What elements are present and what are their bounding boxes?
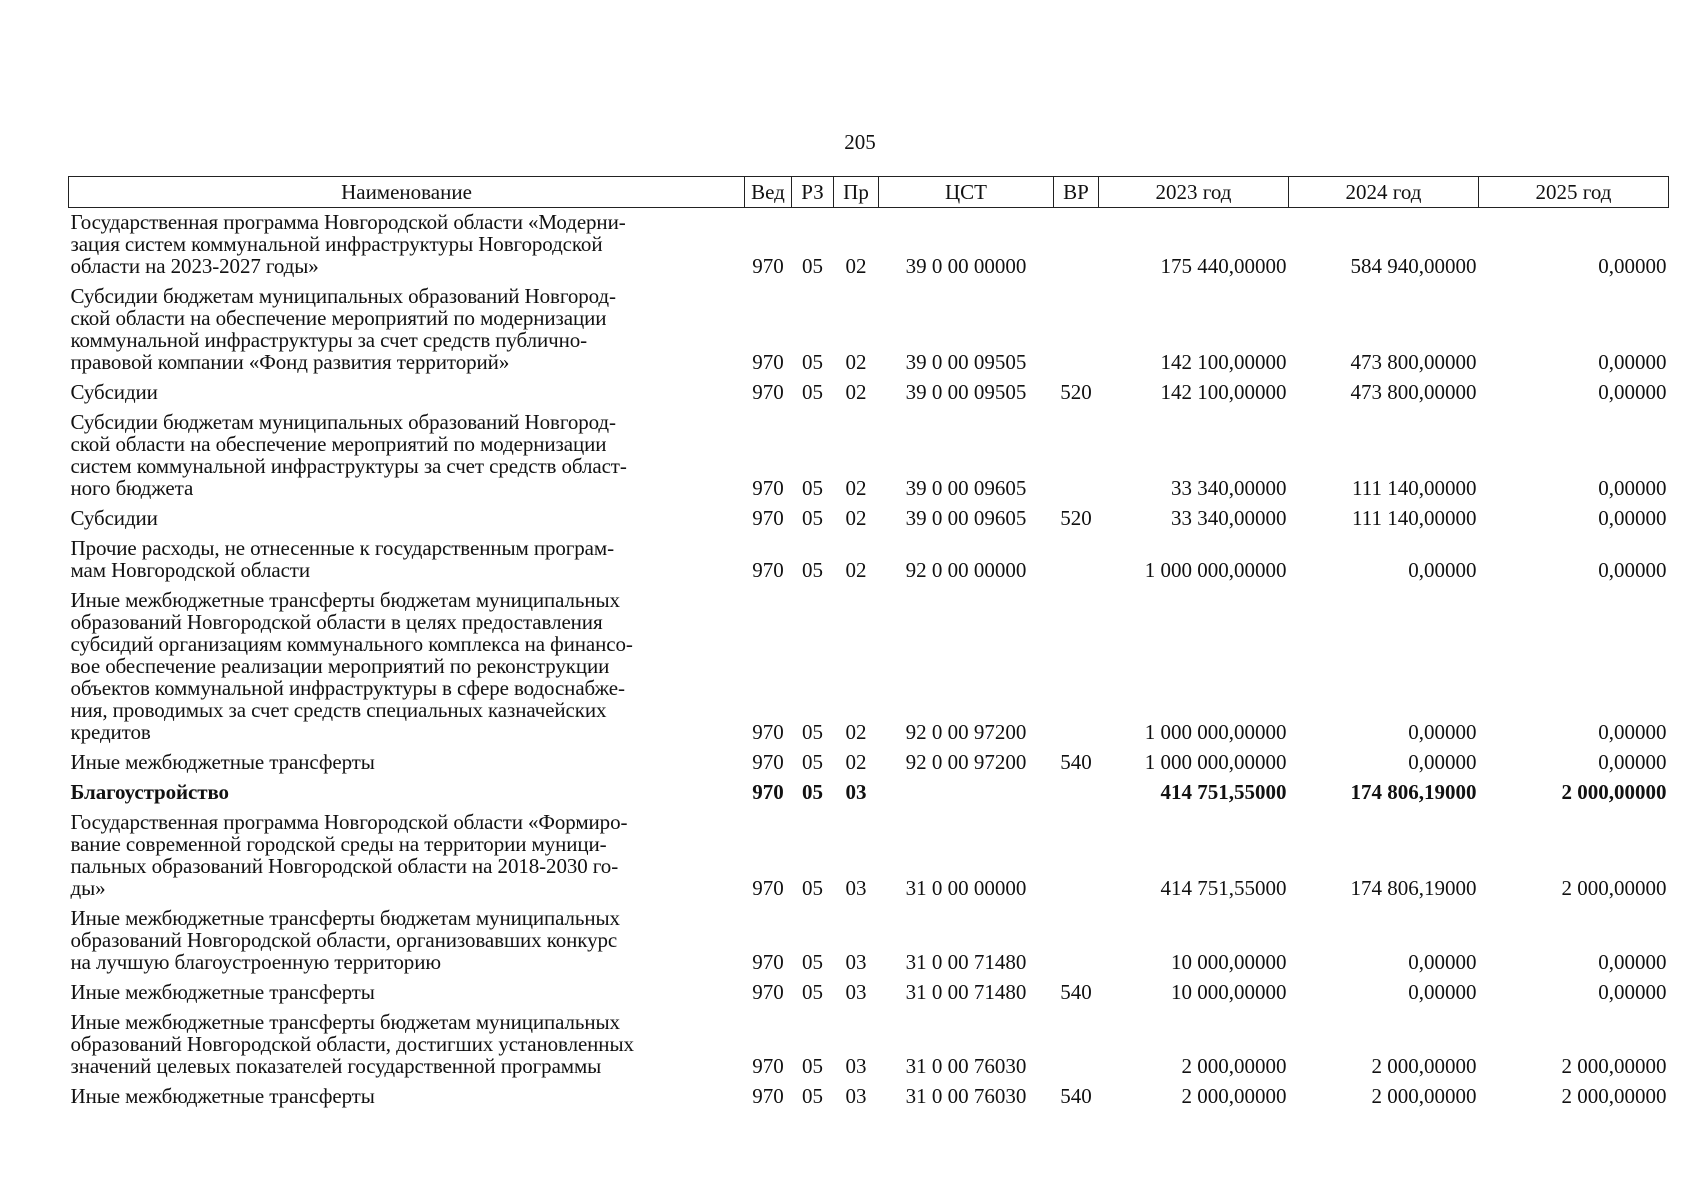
row-ved: 970 [752, 1084, 784, 1108]
header-2025: 2025 год [1479, 177, 1669, 208]
row-ved: 970 [752, 558, 784, 582]
row-name-line: мам Новгородской области [70, 558, 311, 582]
row-ved: 970 [752, 950, 784, 974]
row-2025: 0,00000 [1598, 950, 1667, 974]
row-2023: 2 000,00000 [1181, 1054, 1287, 1078]
row-ved: 970 [752, 476, 784, 500]
header-pr: Пр [834, 177, 879, 208]
row-name [69, 504, 745, 534]
table-row [69, 282, 1669, 378]
header-2024: 2024 год [1289, 177, 1479, 208]
row-2025: 0,00000 [1598, 380, 1667, 404]
row-2023: 10 000,00000 [1171, 980, 1287, 1004]
row-name-line: Прочие расходы, не отнесенные к государственным програм- [70, 536, 614, 560]
row-vr: 540 [1060, 980, 1092, 1004]
row-name [69, 978, 745, 1008]
row-pr: 02 [845, 476, 867, 500]
row-2024: 473 800,00000 [1350, 350, 1477, 374]
table-body [69, 208, 1669, 1113]
row-pr: 03 [845, 1054, 867, 1078]
row-name [69, 1008, 745, 1082]
row-name-line: кредитов [70, 720, 151, 744]
row-name-line: ской области на обеспечение мероприятий по модернизации [70, 306, 607, 330]
row-name-line: образований Новгородской области в целях предоставления [70, 610, 603, 634]
row-name [69, 282, 745, 378]
row-cst: 39 0 00 09505 [905, 350, 1027, 374]
row-name [69, 408, 745, 504]
row-2025: 0,00000 [1598, 750, 1667, 774]
table-row [69, 778, 1669, 808]
row-vr [1054, 586, 1099, 748]
row-2025: 2 000,00000 [1561, 876, 1667, 900]
table-row [69, 586, 1669, 748]
row-vr [1054, 1008, 1099, 1082]
header-vr: ВР [1054, 177, 1099, 208]
row-cst: 92 0 00 00000 [905, 558, 1027, 582]
row-2023: 1 000 000,00000 [1144, 720, 1287, 744]
row-2025: 2 000,00000 [1561, 1054, 1667, 1078]
row-rz: 05 [802, 1054, 823, 1078]
row-pr: 02 [845, 350, 867, 374]
row-name-line: ния, проводимых за счет средств специальных казначейских [70, 698, 607, 722]
row-name-line: систем коммунальной инфраструктуры за счет средств област- [70, 454, 627, 478]
row-vr: 520 [1060, 506, 1092, 530]
table-row [69, 748, 1669, 778]
row-2024: 0,00000 [1408, 750, 1477, 774]
row-2023: 33 340,00000 [1171, 506, 1287, 530]
header-ved: Вед [745, 177, 792, 208]
row-rz: 05 [802, 950, 823, 974]
row-pr: 03 [845, 1084, 867, 1108]
row-pr: 02 [845, 380, 867, 404]
row-name [69, 586, 745, 748]
table-row [69, 534, 1669, 586]
table-row [69, 504, 1669, 534]
row-2025: 0,00000 [1598, 476, 1667, 500]
row-2024: 0,00000 [1408, 950, 1477, 974]
row-pr: 03 [845, 780, 867, 804]
row-vr: 540 [1060, 750, 1092, 774]
row-ved: 970 [752, 350, 784, 374]
row-2024: 0,00000 [1408, 558, 1477, 582]
row-2025: 0,00000 [1598, 350, 1667, 374]
row-vr [1054, 408, 1099, 504]
row-rz: 05 [802, 380, 823, 404]
row-ved: 970 [752, 254, 784, 278]
table-row [69, 904, 1669, 978]
row-name-line: правовой компании «Фонд развития территорий» [70, 350, 510, 374]
row-2025: 2 000,00000 [1561, 780, 1667, 804]
row-cst: 39 0 00 09505 [905, 380, 1027, 404]
row-pr: 02 [845, 506, 867, 530]
row-2023: 142 100,00000 [1160, 350, 1287, 374]
row-cst: 31 0 00 71480 [905, 980, 1027, 1004]
row-rz: 05 [802, 476, 823, 500]
row-pr: 02 [845, 750, 867, 774]
row-name-line: объектов коммунальной инфраструктуры в сфере водоснабже- [70, 676, 625, 700]
row-name-line: коммунальной инфраструктуры за счет средств публично- [70, 328, 588, 352]
row-cst: 31 0 00 76030 [905, 1084, 1027, 1108]
row-name-line: на лучшую благоустроенную территорию [70, 950, 441, 974]
row-name-line: Иные межбюджетные трансферты [70, 1084, 375, 1108]
row-name-line: Иные межбюджетные трансферты [70, 750, 375, 774]
row-pr: 02 [845, 254, 867, 278]
row-name-line: Государственная программа Новгородской области «Формиро- [70, 810, 628, 834]
row-2024: 0,00000 [1408, 720, 1477, 744]
header-row [69, 177, 1669, 208]
row-name-line: ды» [70, 876, 106, 900]
row-name [69, 534, 745, 586]
row-2023: 142 100,00000 [1160, 380, 1287, 404]
row-rz: 05 [802, 720, 823, 744]
row-ved: 970 [752, 876, 784, 900]
row-rz: 05 [802, 254, 823, 278]
row-name-line: ской области на обеспечение мероприятий по модернизации [70, 432, 607, 456]
row-name [69, 378, 745, 408]
row-ved: 970 [752, 720, 784, 744]
row-ved: 970 [752, 506, 784, 530]
row-name-line: ного бюджета [70, 476, 194, 500]
row-ved: 970 [752, 380, 784, 404]
row-rz: 05 [802, 1084, 823, 1108]
row-name-line: Субсидии бюджетам муниципальных образований Новгород- [70, 284, 616, 308]
row-pr: 03 [845, 950, 867, 974]
row-2024: 0,00000 [1408, 980, 1477, 1004]
row-2024: 111 140,00000 [1352, 506, 1477, 530]
row-vr [1054, 208, 1099, 283]
row-2023: 414 751,55000 [1160, 876, 1287, 900]
row-vr: 520 [1060, 380, 1092, 404]
table-row [69, 408, 1669, 504]
row-rz: 05 [802, 780, 823, 804]
header-2023: 2023 год [1099, 177, 1289, 208]
row-2023: 10 000,00000 [1171, 950, 1287, 974]
table-row [69, 1082, 1669, 1112]
header-name: Наименование [69, 177, 745, 208]
row-name-line: Иные межбюджетные трансферты бюджетам муниципальных [70, 588, 620, 612]
row-cst: 92 0 00 97200 [905, 750, 1027, 774]
row-name [69, 904, 745, 978]
row-name-line: зация систем коммунальной инфраструктуры Новгородской [70, 232, 603, 256]
row-name-line: образований Новгородской области, организовавших конкурс [70, 928, 618, 952]
row-name-line: Благоустройство [70, 780, 229, 804]
row-name-line: Иные межбюджетные трансферты бюджетам муниципальных [70, 906, 620, 930]
budget-table [68, 176, 1669, 1112]
row-2024: 584 940,00000 [1350, 254, 1477, 278]
row-ved: 970 [752, 1054, 784, 1078]
table-row [69, 978, 1669, 1008]
row-2025: 0,00000 [1598, 254, 1667, 278]
row-name-line: образований Новгородской области, достигших установленных [70, 1032, 634, 1056]
row-rz: 05 [802, 876, 823, 900]
row-2024: 2 000,00000 [1371, 1054, 1477, 1078]
row-name [69, 1082, 745, 1112]
row-rz: 05 [802, 750, 823, 774]
row-name [69, 808, 745, 904]
row-name [69, 208, 745, 283]
page-number: 205 [844, 130, 876, 154]
row-2025: 0,00000 [1598, 506, 1667, 530]
row-ved: 970 [752, 780, 784, 804]
row-ved: 970 [752, 750, 784, 774]
row-2023: 33 340,00000 [1171, 476, 1287, 500]
row-vr [1054, 808, 1099, 904]
table-row [69, 1008, 1669, 1082]
row-2023: 175 440,00000 [1160, 254, 1287, 278]
row-pr: 02 [845, 558, 867, 582]
row-pr: 02 [845, 720, 867, 744]
row-2025: 0,00000 [1598, 720, 1667, 744]
row-rz: 05 [802, 980, 823, 1004]
table-row [69, 378, 1669, 408]
row-2025: 0,00000 [1598, 980, 1667, 1004]
row-2024: 2 000,00000 [1371, 1084, 1477, 1108]
row-name-line: вание современной городской среды на территории муници- [70, 832, 607, 856]
row-rz: 05 [802, 506, 823, 530]
row-ved: 970 [752, 980, 784, 1004]
row-vr: 540 [1060, 1084, 1092, 1108]
row-name-line: субсидий организациям коммунального комплекса на финансо- [70, 632, 633, 656]
header-rz: РЗ [792, 177, 834, 208]
row-2023: 1 000 000,00000 [1144, 558, 1287, 582]
row-name-line: вое обеспечение реализации мероприятий по реконструкции [70, 654, 610, 678]
row-cst: 31 0 00 00000 [905, 876, 1027, 900]
table-row [69, 808, 1669, 904]
row-2024: 174 806,19000 [1350, 780, 1477, 804]
row-name [69, 778, 745, 808]
row-pr: 03 [845, 876, 867, 900]
row-2024: 473 800,00000 [1350, 380, 1477, 404]
row-rz: 05 [802, 350, 823, 374]
row-2025: 0,00000 [1598, 558, 1667, 582]
row-2025: 2 000,00000 [1561, 1084, 1667, 1108]
row-name-line: Иные межбюджетные трансферты [70, 980, 375, 1004]
row-name [69, 748, 745, 778]
row-cst: 31 0 00 76030 [905, 1054, 1027, 1078]
row-name-line: пальных образований Новгородской области на 2018-2030 го- [70, 854, 619, 878]
row-pr: 03 [845, 980, 867, 1004]
row-rz: 05 [802, 558, 823, 582]
row-cst [879, 778, 1054, 808]
row-cst: 92 0 00 97200 [905, 720, 1027, 744]
row-name-line: Субсидии [70, 506, 158, 530]
row-vr [1054, 282, 1099, 378]
table-row [69, 208, 1669, 283]
row-vr [1054, 778, 1099, 808]
row-vr [1054, 904, 1099, 978]
row-vr [1054, 534, 1099, 586]
row-2023: 414 751,55000 [1160, 780, 1287, 804]
row-cst: 39 0 00 09605 [905, 506, 1027, 530]
row-name-line: Государственная программа Новгородской области «Модерни- [70, 210, 626, 234]
row-name-line: области на 2023-2027 годы» [70, 254, 319, 278]
row-2023: 1 000 000,00000 [1144, 750, 1287, 774]
row-2024: 174 806,19000 [1350, 876, 1477, 900]
row-name-line: Иные межбюджетные трансферты бюджетам муниципальных [70, 1010, 620, 1034]
row-name-line: Субсидии [70, 380, 158, 404]
row-name-line: Субсидии бюджетам муниципальных образований Новгород- [70, 410, 616, 434]
row-cst: 31 0 00 71480 [905, 950, 1027, 974]
header-cst: ЦСТ [879, 177, 1054, 208]
row-cst: 39 0 00 00000 [905, 254, 1027, 278]
row-2024: 111 140,00000 [1352, 476, 1477, 500]
row-name-line: значений целевых показателей государственной программы [70, 1054, 602, 1078]
row-cst: 39 0 00 09605 [905, 476, 1027, 500]
row-2023: 2 000,00000 [1181, 1084, 1287, 1108]
